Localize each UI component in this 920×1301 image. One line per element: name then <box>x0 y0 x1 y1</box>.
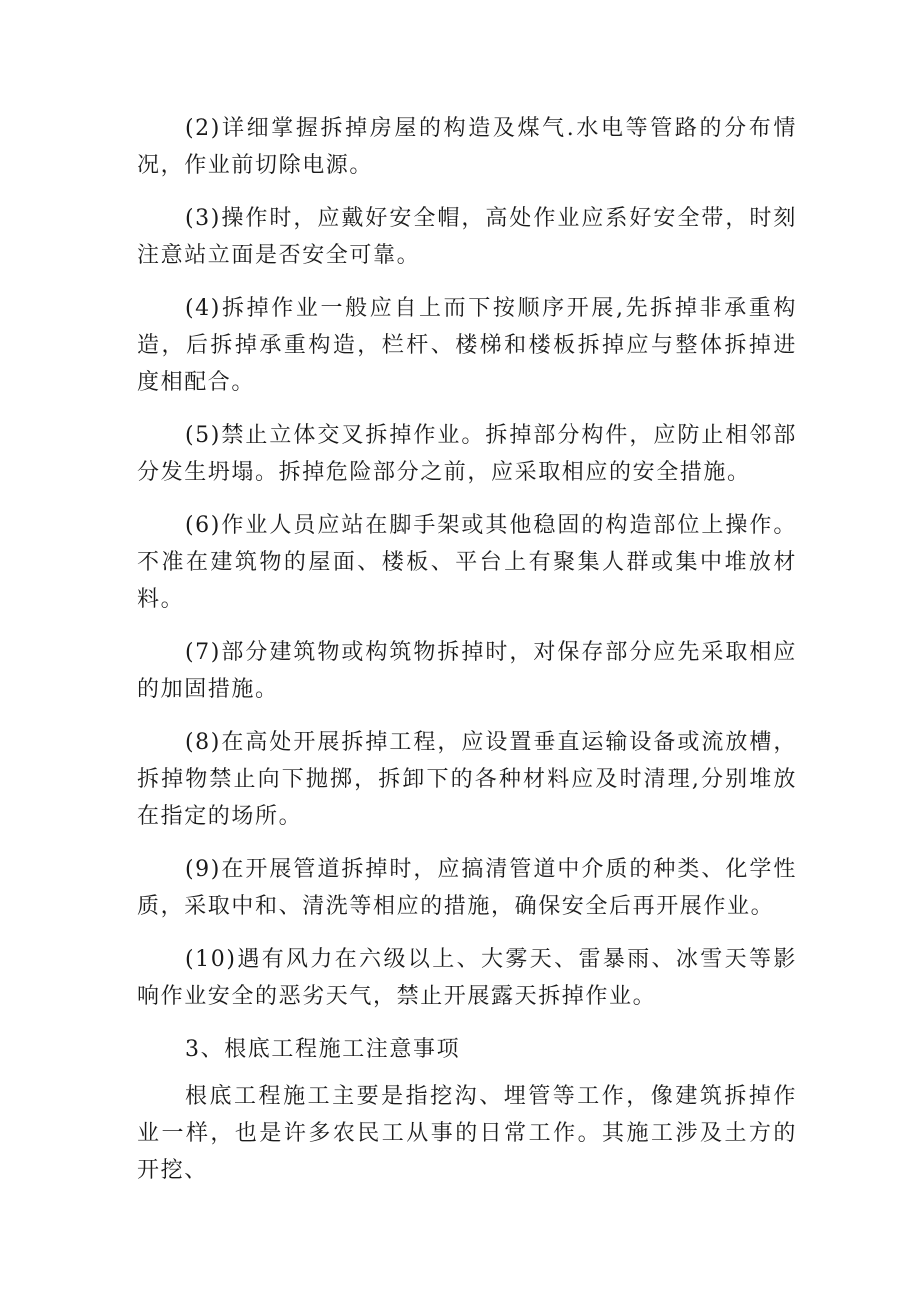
paragraph-item-10: (10)遇有风力在六级以上、大雾天、雷暴雨、冰雪天等影响作业安全的恶劣天气，禁止开展露天拆掉作业。 <box>137 947 797 1009</box>
paragraph-item-3: (3)操作时，应戴好安全帽，高处作业应系好安全带，时刻注意站立面是否安全可靠。 <box>137 206 797 268</box>
paragraph-item-4: (4)拆掉作业一般应自上而下按顺序开展,先拆掉非承重构造，后拆掉承重构造，栏杆、楼梯和楼板拆掉应与整体拆掉进度相配合。 <box>137 296 797 395</box>
document-body <box>137 110 797 1205</box>
paragraph-item-2: (2)详细掌握拆掉房屋的构造及煤气.水电等管路的分布情况，作业前切除电源。 <box>137 116 797 178</box>
paragraph-item-8: (8)在高处开展拆掉工程，应设置垂直运输设备或流放槽，拆掉物禁止向下抛掷，拆卸下的各种材料应及时清理,分别堆放在指定的场所。 <box>137 730 797 829</box>
paragraph-item-7: (7)部分建筑物或构筑物拆掉时，对保存部分应先采取相应的加固措施。 <box>137 640 797 702</box>
paragraph-item-9: (9)在开展管道拆掉时，应搞清管道中介质的种类、化学性质，采取中和、清洗等相应的措施，确保安全后再开展作业。 <box>137 857 797 919</box>
paragraph-item-6: (6)作业人员应站在脚手架或其他稳固的构造部位上操作。不准在建筑物的屋面、楼板、平台上有聚集人群或集中堆放材料。 <box>137 513 797 612</box>
paragraph-item-5: (5)禁止立体交叉拆掉作业。拆掉部分构件，应防止相邻部分发生坍塌。拆掉危险部分之前，应采取相应的安全措施。 <box>137 423 797 485</box>
section-heading: 3、根底工程施工注意事项 <box>185 1037 461 1062</box>
section-paragraph: 根底工程施工主要是指挖沟、埋管等工作，像建筑拆掉作业一样，也是许多农民工从事的日常工作。其施工涉及土方的开挖、 <box>137 1084 797 1183</box>
